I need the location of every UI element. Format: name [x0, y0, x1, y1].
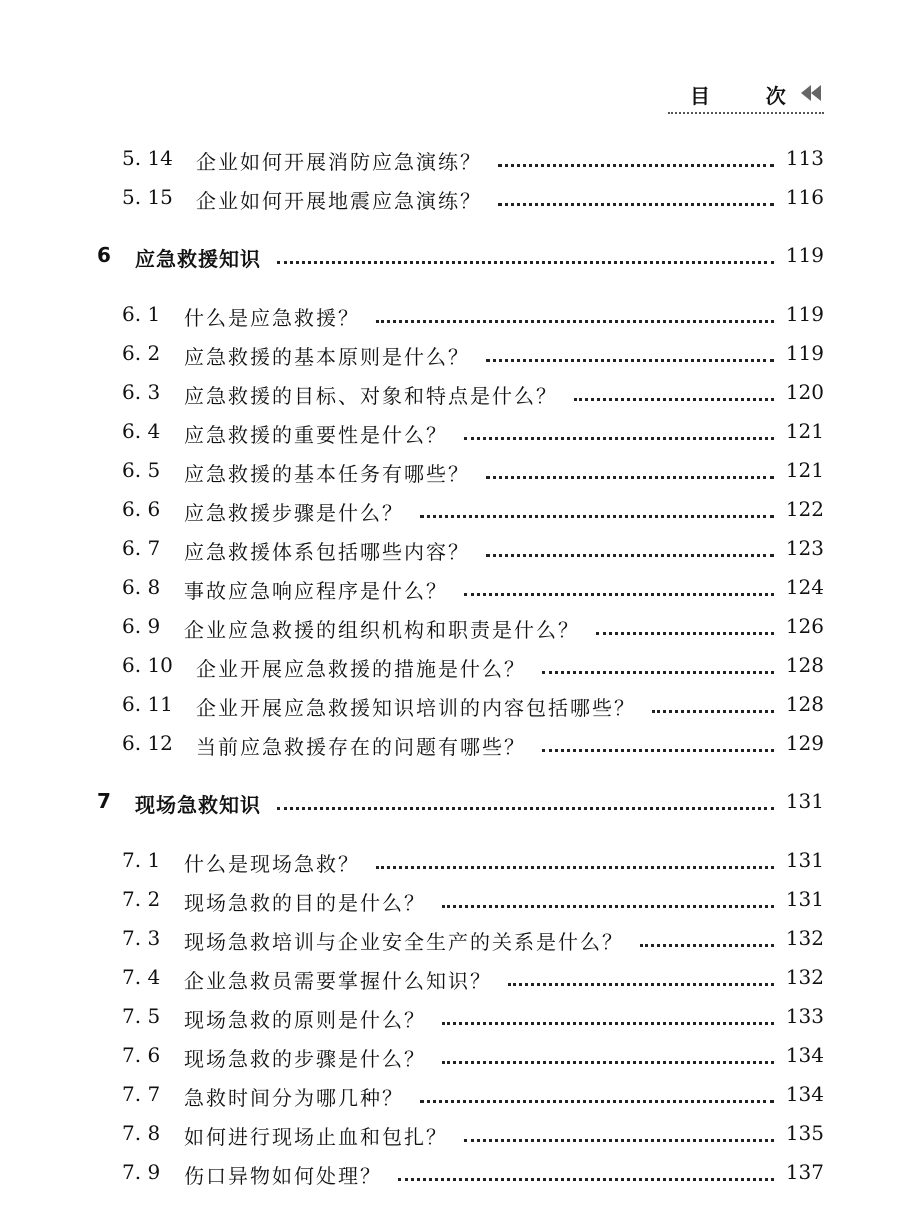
- toc-entry-row[interactable]: [0, 341, 898, 371]
- toc-chapter-row[interactable]: [0, 789, 898, 819]
- entry-title: 伤口异物如何处理？: [184, 1164, 382, 1188]
- entry-title: 现场急救知识: [135, 793, 261, 817]
- page-number: 119: [785, 341, 824, 365]
- entry-title: 现场急救培训与企业安全生产的关系是什么？: [184, 930, 624, 954]
- entry-title: 现场急救的步骤是什么？: [184, 1047, 426, 1071]
- entry-title: 事故应急响应程序是什么？: [184, 579, 448, 603]
- entry-title: 企业如何开展消防应急演练？: [196, 150, 482, 174]
- leader-dots: [376, 852, 774, 869]
- page-number: 134: [785, 1082, 824, 1106]
- page-number: 121: [785, 458, 824, 482]
- leader-dots: [442, 1008, 774, 1025]
- toc-entry-row[interactable]: [0, 887, 898, 917]
- leader-dots: [486, 345, 774, 362]
- page-number: 119: [785, 302, 824, 326]
- toc-entry-row[interactable]: [0, 653, 898, 683]
- entry-number: 6. 8: [122, 575, 161, 599]
- page-number: 132: [785, 965, 824, 989]
- toc-entry-row[interactable]: [0, 614, 898, 644]
- entry-number: 6. 5: [122, 458, 161, 482]
- leader-dots: [574, 384, 774, 401]
- page-number: 131: [785, 789, 824, 813]
- toc-entry-row[interactable]: [0, 185, 898, 215]
- entry-number: 6. 4: [122, 419, 161, 443]
- entry-number: 6. 7: [122, 536, 161, 560]
- page-number: 121: [785, 419, 824, 443]
- entry-title: 企业急救员需要掌握什么知识？: [184, 969, 492, 993]
- toc-entry-row[interactable]: [0, 848, 898, 878]
- toc-entry-row[interactable]: [0, 1160, 898, 1190]
- page-number: 122: [785, 497, 824, 521]
- leader-dots: [464, 579, 774, 596]
- page-number: 133: [785, 1004, 824, 1028]
- entry-number: 6. 9: [122, 614, 161, 638]
- entry-title: 企业应急救援的组织机构和职责是什么？: [184, 618, 580, 642]
- toc-entry-row[interactable]: [0, 1121, 898, 1151]
- entry-number: 5. 14: [122, 146, 173, 170]
- toc-entry-row[interactable]: [0, 1043, 898, 1073]
- toc-entry-row[interactable]: [0, 692, 898, 722]
- entry-title: 企业如何开展地震应急演练？: [196, 189, 482, 213]
- leader-dots: [442, 1047, 774, 1064]
- entry-title: 现场急救的原则是什么？: [184, 1008, 426, 1032]
- toc-entry-row[interactable]: [0, 497, 898, 527]
- page-number: 132: [785, 926, 824, 950]
- toc-entry-row[interactable]: [0, 458, 898, 488]
- entry-title: 什么是应急救援？: [184, 306, 360, 330]
- entry-title: 应急救援步骤是什么？: [184, 501, 404, 525]
- entry-number: 6. 1: [122, 302, 161, 326]
- entry-number: 6. 2: [122, 341, 161, 365]
- entry-title: 当前应急救援存在的问题有哪些？: [196, 735, 526, 759]
- entry-number: 7. 4: [122, 965, 161, 989]
- toc-entry-row[interactable]: [0, 731, 898, 761]
- entry-title: 应急救援的基本原则是什么？: [184, 345, 470, 369]
- header-title: 目 次: [690, 84, 788, 108]
- leader-dots: [277, 247, 774, 264]
- toc-entry-row[interactable]: [0, 536, 898, 566]
- page-number: 131: [785, 887, 824, 911]
- leader-dots: [486, 540, 774, 557]
- page-number: 135: [785, 1121, 824, 1145]
- page-number: 128: [785, 653, 824, 677]
- running-header: [668, 80, 824, 114]
- page-number: 113: [785, 146, 824, 170]
- toc-entry-row[interactable]: [0, 380, 898, 410]
- entry-title: 企业开展应急救援的措施是什么？: [196, 657, 526, 681]
- page-number: 124: [785, 575, 824, 599]
- page-number: 129: [785, 731, 824, 755]
- page-number: 120: [785, 380, 824, 404]
- toc-entry-row[interactable]: [0, 302, 898, 332]
- leader-dots: [542, 657, 774, 674]
- toc-chapter-row[interactable]: [0, 243, 898, 273]
- leader-dots: [464, 1125, 774, 1142]
- leader-dots: [277, 793, 774, 810]
- entry-number: 7. 8: [122, 1121, 161, 1145]
- entry-number: 6. 10: [122, 653, 173, 677]
- page-number: 128: [785, 692, 824, 716]
- leader-dots: [376, 306, 774, 323]
- toc-entry-row[interactable]: [0, 419, 898, 449]
- entry-number: 7. 5: [122, 1004, 161, 1028]
- entry-number: 7. 1: [122, 848, 161, 872]
- entry-title: 应急救援知识: [135, 247, 261, 271]
- entry-title: 企业开展应急救援知识培训的内容包括哪些？: [196, 696, 636, 720]
- leader-dots: [464, 423, 774, 440]
- leader-dots: [420, 1086, 774, 1103]
- entry-number: 6. 11: [122, 692, 173, 716]
- entry-title: 现场急救的目的是什么？: [184, 891, 426, 915]
- entry-title: 什么是现场急救？: [184, 852, 360, 876]
- page-number: 126: [785, 614, 824, 638]
- leader-dots: [542, 735, 774, 752]
- entry-number: 7. 7: [122, 1082, 161, 1106]
- entry-number: 7. 6: [122, 1043, 161, 1067]
- leader-dots: [640, 930, 774, 947]
- page-number: 131: [785, 848, 824, 872]
- entry-title: 应急救援的目标、对象和特点是什么？: [184, 384, 558, 408]
- entry-number: 7. 3: [122, 926, 161, 950]
- entry-number: 7. 2: [122, 887, 161, 911]
- leader-dots: [498, 189, 774, 206]
- toc-entry-row[interactable]: [0, 146, 898, 176]
- entry-title: 如何进行现场止血和包扎？: [184, 1125, 448, 1149]
- page-number: 134: [785, 1043, 824, 1067]
- leader-dots: [486, 462, 774, 479]
- leader-dots: [442, 891, 774, 908]
- entry-number: 5. 15: [122, 185, 173, 209]
- page-number: 119: [785, 243, 824, 267]
- entry-number: 7: [97, 789, 112, 813]
- page-number: 137: [785, 1160, 824, 1184]
- entry-number: 6. 3: [122, 380, 161, 404]
- entry-number: 6: [97, 243, 112, 267]
- toc-entry-row[interactable]: [0, 965, 898, 995]
- leader-dots: [420, 501, 774, 518]
- entry-title: 应急救援的基本任务有哪些？: [184, 462, 470, 486]
- toc-entry-row[interactable]: [0, 1082, 898, 1112]
- leader-dots: [652, 696, 774, 713]
- entry-number: 6. 6: [122, 497, 161, 521]
- page-number: 123: [785, 536, 824, 560]
- entry-title: 应急救援体系包括哪些内容？: [184, 540, 470, 564]
- leader-dots: [508, 969, 774, 986]
- entry-title: 应急救援的重要性是什么？: [184, 423, 448, 447]
- entry-number: 6. 12: [122, 731, 173, 755]
- leader-dots: [498, 150, 774, 167]
- leader-dots: [596, 618, 774, 635]
- page-number: 116: [785, 185, 824, 209]
- toc-entry-row[interactable]: [0, 575, 898, 605]
- entry-number: 7. 9: [122, 1160, 161, 1184]
- leader-dots: [398, 1164, 774, 1181]
- toc-entry-row[interactable]: [0, 926, 898, 956]
- toc-entry-row[interactable]: [0, 1004, 898, 1034]
- entry-title: 急救时间分为哪几种？: [184, 1086, 404, 1110]
- double-left-arrow-icon: [800, 84, 822, 102]
